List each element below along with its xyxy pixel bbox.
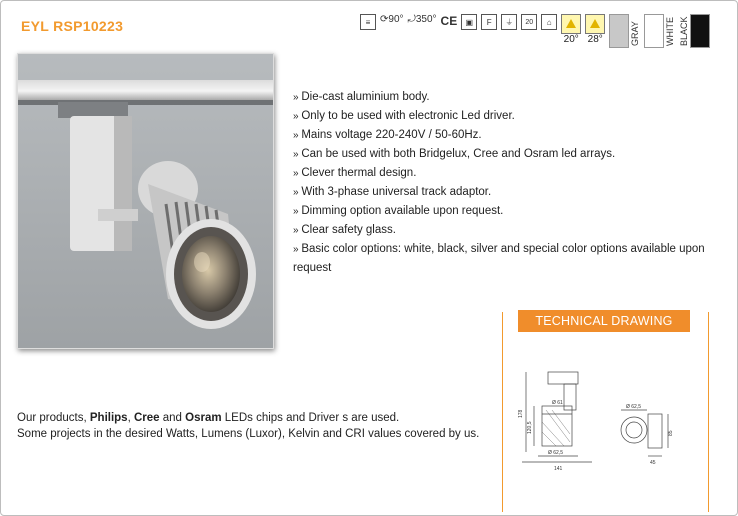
tilt-value: 90° xyxy=(388,14,404,25)
dimension-drawing xyxy=(512,362,682,472)
brand-cree: Cree xyxy=(133,412,160,424)
dim-side-width: 45 xyxy=(650,460,656,466)
feature-item xyxy=(293,164,718,183)
beam-angle-20 xyxy=(561,14,581,45)
beam-angle-label: 28° xyxy=(587,34,603,45)
feature-item xyxy=(293,202,718,221)
feature-text: Only to be used with electronic Led driver. xyxy=(301,110,515,122)
document-icon: ≡ xyxy=(360,14,376,30)
product-code: EYL RSP10223 xyxy=(21,18,124,34)
feature-text: Can be used with both Bridgelux, Cree and Osram led arrays. xyxy=(301,148,616,160)
rotate-value: 350° xyxy=(415,14,437,25)
bullet-icon: » xyxy=(293,244,302,255)
ip-value: 20 xyxy=(521,14,537,30)
beam-angle-28 xyxy=(585,14,605,45)
notes xyxy=(17,410,479,442)
color-option-gray xyxy=(609,14,640,48)
bullet-icon: » xyxy=(293,206,302,217)
tilt-icon: ⟳ 90° xyxy=(380,14,404,25)
feature-text: Clever thermal design. xyxy=(301,167,417,179)
bullet-icon: » xyxy=(293,168,302,179)
dim-length: 141 xyxy=(554,466,563,472)
feature-text: With 3-phase universal track adaptor. xyxy=(301,186,492,198)
feature-item xyxy=(293,88,718,107)
color-swatch xyxy=(690,14,710,48)
bullet-icon: » xyxy=(293,225,302,236)
color-option-white xyxy=(644,14,675,48)
dim-top-dia: Ø 61 xyxy=(552,400,563,406)
ip-rating-icon xyxy=(521,14,537,30)
color-label: GRAY xyxy=(630,21,641,46)
dim-height-inner: 120,5 xyxy=(527,421,533,434)
notes-sep: and xyxy=(159,412,186,424)
product-photo xyxy=(17,53,274,349)
notes-line-2: Some projects in the desired Watts, Lumens (Luxor), Kelvin and CRI values covered by us. xyxy=(17,428,480,440)
dim-height-total: 178 xyxy=(518,409,524,418)
feature-text: Die-cast aluminium body. xyxy=(301,91,430,103)
color-swatch xyxy=(644,14,664,48)
feature-item xyxy=(293,221,718,240)
track-spotlight-image xyxy=(18,54,273,348)
notes-line-1 xyxy=(17,410,479,426)
brand-philips: Philips xyxy=(89,412,128,424)
beam-angle-label: 20° xyxy=(563,34,579,45)
bullet-icon: » xyxy=(293,187,302,198)
dim-side-height: 85 xyxy=(668,430,674,436)
technical-drawing-label: TECHNICAL DRAWING xyxy=(518,310,690,332)
feature-text: Dimming option available upon request. xyxy=(301,205,504,217)
color-swatch xyxy=(609,14,629,48)
notes-sep: , xyxy=(127,412,134,424)
feature-item xyxy=(293,107,718,126)
bullet-icon: » xyxy=(293,130,302,141)
class-ii-icon: ▣ xyxy=(461,14,477,30)
brand-osram: Osram xyxy=(185,412,222,424)
bullet-icon: » xyxy=(293,92,302,103)
feature-item xyxy=(293,126,718,145)
feature-item xyxy=(293,183,718,202)
color-label: BLACK xyxy=(679,16,690,46)
feature-text: Clear safety glass. xyxy=(301,224,396,236)
beam-icon xyxy=(561,14,581,34)
ce-mark: CE xyxy=(440,14,458,28)
color-option-black xyxy=(679,14,710,48)
bullet-icon: » xyxy=(293,111,302,122)
feature-item xyxy=(293,145,718,164)
notes-prefix: Our products, xyxy=(17,412,90,424)
dim-side-dia: Ø 62,5 xyxy=(626,404,642,410)
color-label: WHITE xyxy=(665,17,676,46)
bullet-icon: » xyxy=(293,149,302,160)
beam-icon xyxy=(585,14,605,34)
spec-icons xyxy=(360,14,710,50)
ce-mark-icon xyxy=(441,14,458,28)
feature-list xyxy=(293,88,718,277)
feature-text: Mains voltage 220-240V / 50-60Hz. xyxy=(301,129,482,141)
feature-text: Basic color options: white, black, silver and special color options available upon request xyxy=(293,243,705,274)
technical-drawing xyxy=(512,362,682,472)
indoor-icon: ⌂ xyxy=(541,14,557,30)
feature-item xyxy=(293,240,718,277)
f-mark-icon: F xyxy=(481,14,497,30)
notes-suffix: LEDs chips and Driver s are used. xyxy=(221,412,400,424)
earth-icon: ⏚ xyxy=(501,14,517,30)
rotate-icon: ⤾ 350° xyxy=(407,14,437,25)
dim-base-dia: Ø 62,5 xyxy=(548,450,564,456)
